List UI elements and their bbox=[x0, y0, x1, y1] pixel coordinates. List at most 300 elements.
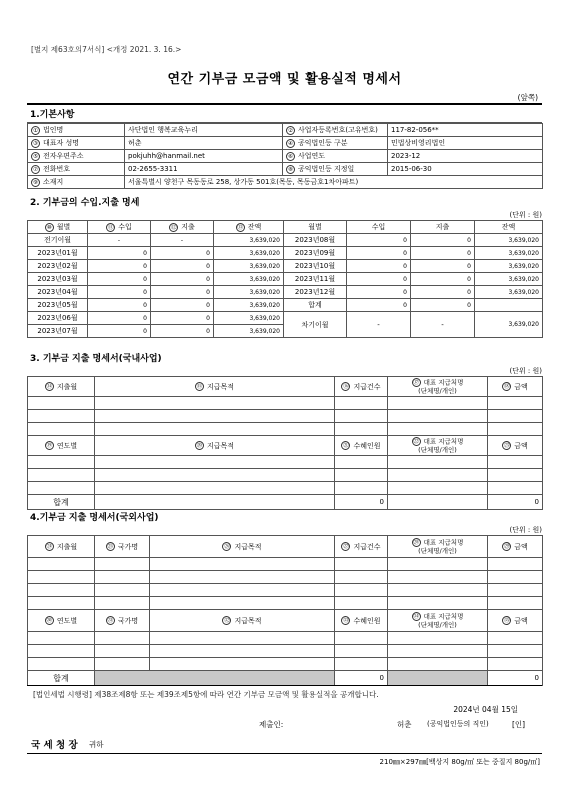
info-value bbox=[388, 124, 543, 137]
empty-cell bbox=[28, 469, 95, 482]
empty-row bbox=[28, 469, 543, 482]
expense-cell-text: 0 bbox=[467, 249, 471, 257]
col-header-text: 대표 지급처명 bbox=[423, 437, 464, 446]
col-header bbox=[488, 436, 543, 456]
empty-row bbox=[28, 597, 543, 610]
total-label-text: 합계 bbox=[53, 673, 69, 683]
info-value bbox=[388, 163, 543, 176]
empty-cell bbox=[150, 597, 335, 610]
empty-row bbox=[28, 456, 543, 469]
balance-cell bbox=[214, 260, 284, 273]
income-cell-text: 0 bbox=[403, 288, 407, 296]
item-number-badge: ① bbox=[31, 126, 40, 135]
col-header bbox=[388, 536, 488, 558]
empty-cell bbox=[388, 571, 488, 584]
empty-cell bbox=[488, 456, 543, 469]
col-header bbox=[475, 221, 543, 234]
recipient: 국 세 청 장 bbox=[31, 740, 78, 751]
recipient-line bbox=[27, 735, 542, 751]
empty-cell bbox=[388, 410, 488, 423]
empty-cell bbox=[95, 456, 335, 469]
month-cell bbox=[28, 234, 88, 247]
balance-cell-text: 3,639,020 bbox=[508, 275, 539, 283]
expense-cell bbox=[151, 312, 214, 325]
honorific: 귀하 bbox=[89, 740, 104, 749]
income-cell bbox=[347, 286, 411, 299]
balance-cell-text: 3,639,020 bbox=[249, 275, 280, 283]
empty-cell bbox=[28, 571, 95, 584]
income-cell bbox=[88, 273, 151, 286]
col-header-text: 월별 bbox=[308, 223, 322, 231]
footer bbox=[27, 685, 542, 770]
item-number-badge: ⑪ bbox=[107, 224, 114, 231]
address-row bbox=[28, 176, 543, 189]
balance-cell-text: 3,639,020 bbox=[249, 327, 280, 335]
income-cell bbox=[88, 260, 151, 273]
income-cell-text: 0 bbox=[143, 327, 147, 335]
month-cell-text: 2023년02월 bbox=[37, 262, 78, 270]
col-header-text: 지급건수 bbox=[353, 542, 381, 551]
item-number-badge: ㉙ bbox=[503, 544, 510, 550]
income-cell-text: 0 bbox=[403, 236, 407, 244]
balance-cell bbox=[475, 286, 543, 299]
item-number-badge: ⑫ bbox=[170, 224, 177, 231]
empty-cell bbox=[488, 597, 543, 610]
info-label-text: 사업연도 bbox=[298, 152, 326, 160]
empty-cell bbox=[95, 558, 150, 571]
info-label bbox=[28, 163, 125, 176]
header-row bbox=[28, 221, 543, 234]
income-cell bbox=[347, 234, 411, 247]
month-row bbox=[28, 273, 543, 286]
section3 bbox=[27, 349, 542, 510]
month-cell-text: 전기이월 bbox=[43, 236, 72, 244]
income-cell-text: 0 bbox=[143, 249, 147, 257]
empty-cell bbox=[488, 423, 543, 436]
col-header bbox=[214, 221, 284, 234]
info-label-text: 법인명 bbox=[43, 126, 64, 134]
item-number-badge: ③ bbox=[31, 139, 40, 148]
info-row bbox=[28, 163, 543, 176]
income-cell bbox=[88, 247, 151, 260]
income-cell bbox=[88, 286, 151, 299]
month-cell-text: 2023년12월 bbox=[294, 288, 336, 296]
balance-cell bbox=[475, 260, 543, 273]
item-number-badge: ㉝ bbox=[343, 618, 349, 624]
income-cell-text: 0 bbox=[143, 314, 147, 322]
empty-cell bbox=[388, 558, 488, 571]
header-row bbox=[28, 536, 543, 558]
empty-cell bbox=[388, 632, 488, 645]
month-cell-text: 2023년07월 bbox=[37, 327, 78, 335]
col-header-text: 국가명 bbox=[117, 616, 139, 625]
section2-unit: (단위 : 원) bbox=[509, 211, 542, 219]
expense-cell bbox=[151, 325, 214, 338]
basic-info-table bbox=[27, 123, 543, 189]
empty-cell bbox=[95, 658, 150, 671]
seal-note: (공익법인등의 직인) bbox=[427, 720, 489, 728]
info-label-text: 전자우편주소 bbox=[43, 152, 84, 160]
col-header bbox=[95, 436, 335, 456]
empty-cell bbox=[28, 658, 95, 671]
month-cell bbox=[284, 260, 347, 273]
col-header-text: 월별 bbox=[56, 223, 71, 231]
info-label bbox=[28, 124, 125, 137]
balance-cell bbox=[475, 273, 543, 286]
info-value bbox=[125, 124, 283, 137]
empty-row bbox=[28, 571, 543, 584]
col-header-text: 수혜인원 bbox=[353, 441, 381, 450]
carry-forward-label-text: 차기이월 bbox=[301, 320, 329, 329]
balance-cell-text: 3,639,020 bbox=[508, 249, 539, 257]
info-value bbox=[125, 150, 283, 163]
item-number-badge: ㉜ bbox=[224, 618, 230, 624]
empty-row bbox=[28, 645, 543, 658]
expense-cell bbox=[151, 273, 214, 286]
total-count-text: 0 bbox=[379, 674, 384, 682]
item-number-badge: ⑲ bbox=[46, 443, 53, 449]
item-number-badge: ⑨ bbox=[31, 178, 40, 187]
empty-row bbox=[28, 632, 543, 645]
month-cell bbox=[28, 247, 88, 260]
carry-balance-text: 3,639,020 bbox=[508, 321, 539, 328]
col-header-text: 지출 bbox=[181, 223, 195, 231]
empty-cell bbox=[150, 645, 335, 658]
col-header bbox=[488, 377, 543, 397]
item-number-badge: ㉕ bbox=[107, 544, 114, 550]
empty-cell bbox=[28, 456, 95, 469]
empty-cell bbox=[28, 558, 95, 571]
empty-row bbox=[28, 397, 543, 410]
col-header-text: 지출월 bbox=[56, 382, 78, 391]
section1-title: 1.기본사항 bbox=[27, 105, 542, 123]
col-header bbox=[284, 221, 347, 234]
submitter-line bbox=[27, 715, 542, 731]
item-number-badge: ⑤ bbox=[31, 152, 40, 161]
balance-cell bbox=[214, 247, 284, 260]
month-cell-text: 2023년01월 bbox=[37, 249, 78, 257]
expense-cell bbox=[151, 234, 214, 247]
empty-cell bbox=[488, 469, 543, 482]
domestic-expense-table bbox=[27, 376, 543, 510]
col-header bbox=[28, 536, 95, 558]
expense-cell-text: 0 bbox=[467, 301, 471, 309]
col-header-text: 지급목적 bbox=[234, 542, 262, 551]
income-expense-table bbox=[27, 220, 543, 338]
empty-cell bbox=[388, 456, 488, 469]
income-cell bbox=[347, 299, 411, 312]
info-value-text: 02-2655-3311 bbox=[128, 165, 178, 173]
empty-cell bbox=[388, 658, 488, 671]
info-value-text: 117-82-056** bbox=[391, 126, 439, 134]
empty-cell bbox=[388, 469, 488, 482]
balance-cell bbox=[475, 299, 543, 312]
document-title: 연간 기부금 모금액 및 활용실적 명세서 bbox=[167, 72, 402, 87]
empty-cell bbox=[95, 584, 150, 597]
section4-title: 4.기부금 지출 명세서(국외사업) bbox=[30, 513, 159, 523]
col-header bbox=[335, 377, 388, 397]
info-label-text: 대표자 성명 bbox=[43, 139, 80, 147]
empty-cell bbox=[150, 658, 335, 671]
empty-cell bbox=[28, 482, 95, 495]
empty-cell bbox=[28, 597, 95, 610]
empty-cell bbox=[335, 482, 388, 495]
balance-cell-text: 3,639,020 bbox=[249, 249, 280, 257]
shaded-cell bbox=[388, 671, 488, 686]
section4-unit: (단위 : 원) bbox=[509, 526, 542, 534]
expense-cell-text: 0 bbox=[467, 288, 471, 296]
submit-date: 2024년 04월 15일 bbox=[453, 705, 518, 714]
empty-cell bbox=[28, 397, 95, 410]
balance-cell bbox=[214, 299, 284, 312]
item-number-badge: ㉘ bbox=[413, 540, 419, 546]
total-count bbox=[335, 671, 388, 686]
total-amount bbox=[488, 671, 543, 686]
expense-cell-text: 0 bbox=[467, 275, 471, 283]
empty-cell bbox=[335, 423, 388, 436]
col-header bbox=[151, 221, 214, 234]
col-header bbox=[95, 536, 150, 558]
month-cell bbox=[284, 273, 347, 286]
empty-cell bbox=[488, 558, 543, 571]
header-row bbox=[28, 436, 543, 456]
empty-cell bbox=[335, 410, 388, 423]
item-number-badge: ② bbox=[286, 126, 295, 135]
empty-cell bbox=[335, 597, 388, 610]
info-label bbox=[283, 150, 388, 163]
info-label bbox=[283, 137, 388, 150]
overseas-expense-table bbox=[27, 535, 543, 686]
expense-cell bbox=[411, 286, 475, 299]
empty-cell bbox=[388, 482, 488, 495]
item-number-badge: ㉑ bbox=[343, 443, 349, 449]
expense-cell bbox=[151, 286, 214, 299]
col-header bbox=[411, 221, 475, 234]
month-cell-text: 2023년06월 bbox=[37, 314, 78, 322]
expense-cell bbox=[151, 247, 214, 260]
item-number-badge: ⑮ bbox=[196, 384, 203, 390]
empty-cell bbox=[335, 469, 388, 482]
empty-cell bbox=[95, 423, 335, 436]
balance-cell bbox=[475, 247, 543, 260]
info-value-text: 민법상비영리법인 bbox=[391, 139, 446, 147]
col-header-text: 지급목적 bbox=[206, 441, 235, 450]
empty-cell bbox=[488, 584, 543, 597]
empty-row bbox=[28, 423, 543, 436]
empty-cell bbox=[95, 632, 150, 645]
col-header bbox=[488, 536, 543, 558]
item-number-badge: ⑦ bbox=[31, 165, 40, 174]
expense-cell-text: - bbox=[180, 236, 184, 244]
carry-balance bbox=[475, 312, 543, 338]
income-cell-text: 0 bbox=[143, 288, 147, 296]
item-number-badge: ㉒ bbox=[413, 439, 419, 445]
total-row bbox=[28, 671, 543, 686]
col-header-text: 지급건수 bbox=[353, 382, 381, 391]
income-cell bbox=[88, 325, 151, 338]
info-value-text: pokjuhh@hanmail.net bbox=[128, 152, 205, 160]
info-label bbox=[283, 163, 388, 176]
income-cell-text: 0 bbox=[403, 249, 407, 257]
item-number-badge: ⑧ bbox=[286, 165, 295, 174]
empty-cell bbox=[28, 584, 95, 597]
info-label bbox=[28, 137, 125, 150]
month-cell bbox=[284, 234, 347, 247]
info-label bbox=[28, 176, 125, 189]
col-header bbox=[28, 221, 88, 234]
front-side-label: (앞쪽) bbox=[517, 93, 538, 102]
income-cell-text: 0 bbox=[403, 262, 407, 270]
empty-cell bbox=[150, 571, 335, 584]
col-header-subtext: (단체명/개인) bbox=[418, 387, 457, 395]
carry-income bbox=[347, 312, 411, 338]
col-header bbox=[95, 610, 150, 632]
submitter-label: 제출인: bbox=[259, 720, 284, 729]
balance-cell bbox=[214, 273, 284, 286]
paper-spec: 210㎜×297㎜[백상지 80g/㎡ 또는 중질지 80g/㎡] bbox=[27, 753, 542, 770]
col-header-text: 잔액 bbox=[247, 223, 262, 231]
item-number-badge: ⑭ bbox=[46, 384, 53, 390]
empty-cell bbox=[28, 632, 95, 645]
expense-cell bbox=[411, 273, 475, 286]
total-count-text: 0 bbox=[379, 498, 384, 506]
empty-cell bbox=[95, 469, 335, 482]
col-header bbox=[335, 610, 388, 632]
item-number-badge: ㉟ bbox=[503, 618, 510, 624]
item-number-badge: ㉖ bbox=[224, 544, 230, 550]
month-cell-text: 2023년03월 bbox=[37, 275, 78, 283]
section2-title: 2. 기부금의 수입.지출 명세 bbox=[30, 198, 140, 208]
empty-cell bbox=[388, 423, 488, 436]
col-header-text: 대표 지급처명 bbox=[423, 538, 464, 547]
col-header bbox=[388, 377, 488, 397]
balance-cell bbox=[214, 312, 284, 325]
empty-cell bbox=[388, 584, 488, 597]
empty-cell bbox=[488, 645, 543, 658]
empty-row bbox=[28, 584, 543, 597]
income-cell bbox=[347, 247, 411, 260]
expense-cell-text: 0 bbox=[206, 288, 210, 296]
month-cell bbox=[28, 273, 88, 286]
expense-cell-text: 0 bbox=[206, 275, 210, 283]
empty-cell bbox=[335, 456, 388, 469]
header-row bbox=[28, 610, 543, 632]
section1 bbox=[27, 103, 542, 189]
info-value bbox=[388, 150, 543, 163]
col-header-text: 금액 bbox=[514, 382, 528, 391]
empty-cell bbox=[335, 584, 388, 597]
empty-row bbox=[28, 658, 543, 671]
col-header-text: 금액 bbox=[514, 616, 528, 625]
info-value bbox=[125, 163, 283, 176]
col-header bbox=[88, 221, 151, 234]
empty-cell bbox=[335, 645, 388, 658]
item-number-badge: ㉓ bbox=[503, 443, 510, 449]
col-header-text: 지출월 bbox=[56, 542, 78, 551]
expense-cell bbox=[411, 247, 475, 260]
empty-cell bbox=[95, 645, 150, 658]
month-row bbox=[28, 312, 543, 325]
col-header bbox=[488, 610, 543, 632]
total-amount-text: 0 bbox=[534, 674, 539, 682]
empty-row bbox=[28, 482, 543, 495]
total-label bbox=[28, 671, 95, 686]
expense-cell-text: 0 bbox=[206, 301, 210, 309]
income-cell-text: 0 bbox=[143, 275, 147, 283]
address-value-text: 서울특별시 양천구 목동동로 258, 상가동 501호(목동, 목동금호1차아파트) bbox=[128, 178, 359, 186]
empty-row bbox=[28, 410, 543, 423]
info-label-text: 소재지 bbox=[43, 178, 64, 186]
col-header bbox=[150, 610, 335, 632]
expense-cell-text: 0 bbox=[206, 314, 210, 322]
expense-cell-text: 0 bbox=[467, 262, 471, 270]
col-header-subtext: (단체명/개인) bbox=[418, 621, 457, 629]
month-row bbox=[28, 234, 543, 247]
item-number-badge: ㉞ bbox=[413, 614, 419, 620]
section3-title: 3. 기부금 지출 명세서(국내사업) bbox=[30, 354, 162, 364]
col-header-text: 잔액 bbox=[501, 223, 516, 231]
balance-cell bbox=[475, 234, 543, 247]
balance-cell-text: 3,639,020 bbox=[249, 262, 280, 270]
balance-cell bbox=[214, 234, 284, 247]
expense-cell-text: 0 bbox=[206, 249, 210, 257]
col-header bbox=[28, 436, 95, 456]
empty-cell bbox=[335, 397, 388, 410]
month-cell-text: 2023년04월 bbox=[37, 288, 78, 296]
empty-cell bbox=[95, 571, 150, 584]
balance-cell-text: 3,639,020 bbox=[508, 262, 539, 270]
empty-cell bbox=[388, 397, 488, 410]
info-value-text: 사단법인 행복교육누리 bbox=[128, 126, 198, 134]
empty-cell bbox=[150, 632, 335, 645]
col-header-text: 수입 bbox=[118, 223, 132, 231]
month-cell bbox=[28, 286, 88, 299]
expense-cell-text: 0 bbox=[206, 327, 210, 335]
carry-income-text: - bbox=[377, 320, 380, 329]
info-value-text: 허춘 bbox=[128, 139, 142, 147]
empty-cell bbox=[95, 597, 150, 610]
empty-cell bbox=[95, 397, 335, 410]
month-cell bbox=[28, 299, 88, 312]
section4 bbox=[27, 508, 542, 686]
balance-cell-text: 3,639,020 bbox=[249, 314, 280, 322]
col-header-text: 금액 bbox=[514, 441, 528, 450]
income-cell bbox=[347, 273, 411, 286]
expense-cell-text: 0 bbox=[467, 236, 471, 244]
balance-cell bbox=[214, 325, 284, 338]
expense-cell bbox=[411, 299, 475, 312]
empty-cell bbox=[488, 632, 543, 645]
col-header-subtext: (단체명/개인) bbox=[418, 446, 457, 454]
col-header bbox=[28, 377, 95, 397]
month-cell-text: 2023년11월 bbox=[294, 275, 336, 283]
col-header-text: 수입 bbox=[371, 223, 386, 231]
empty-cell bbox=[28, 410, 95, 423]
month-cell-text: 2023년05월 bbox=[37, 301, 78, 309]
income-cell-text: - bbox=[117, 236, 121, 244]
section2 bbox=[27, 193, 542, 338]
empty-cell bbox=[150, 558, 335, 571]
item-number-badge: ④ bbox=[286, 139, 295, 148]
col-header-text: 수혜인원 bbox=[353, 616, 381, 625]
header-row bbox=[28, 377, 543, 397]
info-label-text: 공익법인등 구분 bbox=[298, 139, 348, 147]
month-row bbox=[28, 286, 543, 299]
form-number: [별지 제63호의7서식] <개정 2021. 3. 16.> bbox=[31, 45, 182, 54]
total-label-text: 합계 bbox=[53, 497, 69, 507]
income-cell bbox=[88, 234, 151, 247]
balance-cell-text: 3,639,020 bbox=[249, 288, 280, 296]
